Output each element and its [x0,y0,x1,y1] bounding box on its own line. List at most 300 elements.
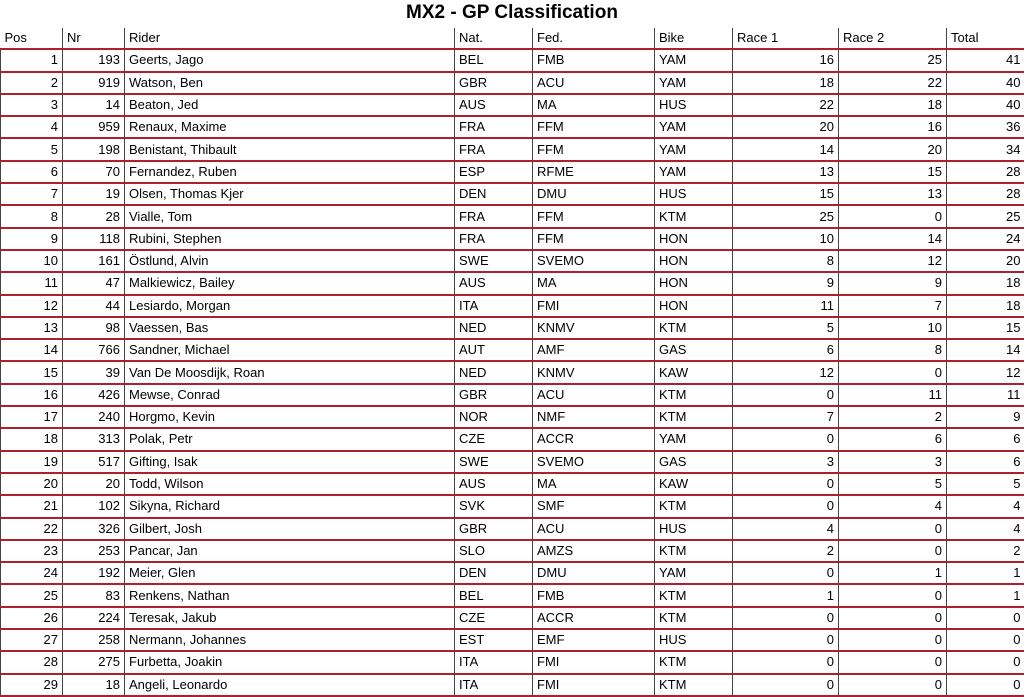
pos-cell: 7 [1,183,63,205]
fed-cell: ACCR [533,428,655,450]
nat-cell: EST [455,629,533,651]
race1-cell: 8 [733,250,839,272]
fed-cell: AMZS [533,540,655,562]
table-row [1,272,1024,294]
nr-cell: 766 [63,339,125,361]
race1-cell: 16 [733,49,839,71]
race1-cell: 0 [733,651,839,673]
total-cell: 4 [947,518,1024,540]
total-cell: 0 [947,674,1024,696]
column-header-rider[interactable]: Rider [125,28,455,49]
rider-cell: Vaessen, Bas [125,317,455,339]
race2-cell: 0 [839,629,947,651]
table-row [1,228,1024,250]
table-row [1,607,1024,629]
table-body [1,49,1024,696]
nr-cell: 83 [63,584,125,606]
total-cell: 24 [947,228,1024,250]
rider-cell: Renaux, Maxime [125,116,455,138]
rider-cell: Geerts, Jago [125,49,455,71]
total-cell: 0 [947,629,1024,651]
total-cell: 40 [947,94,1024,116]
race1-cell: 18 [733,72,839,94]
fed-cell: MA [533,473,655,495]
race1-cell: 22 [733,94,839,116]
total-cell: 20 [947,250,1024,272]
rider-cell: Teresak, Jakub [125,607,455,629]
bike-cell: HON [655,228,733,250]
total-cell: 4 [947,495,1024,517]
race1-cell: 0 [733,495,839,517]
race1-cell: 9 [733,272,839,294]
total-cell: 41 [947,49,1024,71]
total-cell: 28 [947,161,1024,183]
race2-cell: 0 [839,674,947,696]
table-row [1,540,1024,562]
race2-cell: 7 [839,295,947,317]
table-row [1,518,1024,540]
fed-cell: FMI [533,674,655,696]
table-row [1,562,1024,584]
race1-cell: 4 [733,518,839,540]
nr-cell: 224 [63,607,125,629]
race1-cell: 3 [733,451,839,473]
total-cell: 18 [947,272,1024,294]
pos-cell: 1 [1,49,63,71]
rider-cell: Polak, Petr [125,428,455,450]
race1-cell: 13 [733,161,839,183]
race2-cell: 4 [839,495,947,517]
fed-cell: ACU [533,518,655,540]
pos-cell: 22 [1,518,63,540]
bike-cell: KAW [655,361,733,383]
nat-cell: FRA [455,228,533,250]
table-row [1,250,1024,272]
bike-cell: HUS [655,183,733,205]
race1-cell: 0 [733,428,839,450]
race2-cell: 1 [839,562,947,584]
bike-cell: YAM [655,562,733,584]
race1-cell: 11 [733,295,839,317]
race2-cell: 18 [839,94,947,116]
race1-cell: 6 [733,339,839,361]
table-row [1,406,1024,428]
page-title: MX2 - GP Classification [0,0,1024,28]
pos-cell: 15 [1,361,63,383]
bike-cell: KTM [655,205,733,227]
column-header-pos[interactable]: Pos [1,28,63,49]
nr-cell: 240 [63,406,125,428]
total-cell: 11 [947,384,1024,406]
total-cell: 25 [947,205,1024,227]
race2-cell: 25 [839,49,947,71]
pos-cell: 16 [1,384,63,406]
table-row [1,339,1024,361]
race1-cell: 10 [733,228,839,250]
nat-cell: AUT [455,339,533,361]
nr-cell: 118 [63,228,125,250]
pos-cell: 8 [1,205,63,227]
nat-cell: DEN [455,183,533,205]
rider-cell: Todd, Wilson [125,473,455,495]
fed-cell: AMF [533,339,655,361]
total-cell: 2 [947,540,1024,562]
bike-cell: HUS [655,629,733,651]
nat-cell: FRA [455,138,533,160]
pos-cell: 2 [1,72,63,94]
fed-cell: FMI [533,651,655,673]
nr-cell: 161 [63,250,125,272]
pos-cell: 14 [1,339,63,361]
pos-cell: 27 [1,629,63,651]
nat-cell: ESP [455,161,533,183]
total-cell: 40 [947,72,1024,94]
table-row [1,384,1024,406]
bike-cell: YAM [655,116,733,138]
total-cell: 14 [947,339,1024,361]
fed-cell: KNMV [533,361,655,383]
total-cell: 36 [947,116,1024,138]
pos-cell: 26 [1,607,63,629]
fed-cell: ACU [533,384,655,406]
fed-cell: SVEMO [533,451,655,473]
race1-cell: 0 [733,674,839,696]
bike-cell: KTM [655,674,733,696]
nat-cell: GBR [455,72,533,94]
nat-cell: AUS [455,473,533,495]
bike-cell: HON [655,250,733,272]
total-cell: 34 [947,138,1024,160]
table-row [1,629,1024,651]
fed-cell: DMU [533,562,655,584]
table-row [1,205,1024,227]
total-cell: 1 [947,562,1024,584]
rider-cell: Pancar, Jan [125,540,455,562]
column-header-nr[interactable]: Nr [63,28,125,49]
race1-cell: 20 [733,116,839,138]
pos-cell: 17 [1,406,63,428]
fed-cell: EMF [533,629,655,651]
race2-cell: 11 [839,384,947,406]
table-row [1,183,1024,205]
bike-cell: KTM [655,540,733,562]
bike-cell: HON [655,295,733,317]
rider-cell: Olsen, Thomas Kjer [125,183,455,205]
fed-cell: FMB [533,584,655,606]
rider-cell: Watson, Ben [125,72,455,94]
race1-cell: 0 [733,629,839,651]
nr-cell: 102 [63,495,125,517]
bike-cell: HUS [655,94,733,116]
bike-cell: YAM [655,72,733,94]
nat-cell: SWE [455,250,533,272]
total-cell: 6 [947,428,1024,450]
race1-cell: 1 [733,584,839,606]
pos-cell: 13 [1,317,63,339]
nr-cell: 919 [63,72,125,94]
pos-cell: 23 [1,540,63,562]
race2-cell: 0 [839,205,947,227]
total-cell: 0 [947,651,1024,673]
table-row [1,473,1024,495]
nr-cell: 253 [63,540,125,562]
nat-cell: NOR [455,406,533,428]
race2-cell: 12 [839,250,947,272]
race2-cell: 9 [839,272,947,294]
race1-cell: 14 [733,138,839,160]
rider-cell: Mewse, Conrad [125,384,455,406]
pos-cell: 6 [1,161,63,183]
rider-cell: Sikyna, Richard [125,495,455,517]
nr-cell: 275 [63,651,125,673]
nr-cell: 14 [63,94,125,116]
table-row [1,138,1024,160]
fed-cell: MA [533,272,655,294]
bike-cell: YAM [655,428,733,450]
total-cell: 18 [947,295,1024,317]
nat-cell: FRA [455,205,533,227]
nr-cell: 959 [63,116,125,138]
race2-cell: 0 [839,584,947,606]
race2-cell: 3 [839,451,947,473]
rider-cell: Benistant, Thibault [125,138,455,160]
race2-cell: 5 [839,473,947,495]
table-row [1,584,1024,606]
pos-cell: 21 [1,495,63,517]
rider-cell: Vialle, Tom [125,205,455,227]
fed-cell: FFM [533,138,655,160]
nat-cell: AUS [455,94,533,116]
rider-cell: Nermann, Johannes [125,629,455,651]
bike-cell: KTM [655,384,733,406]
rider-cell: Angeli, Leonardo [125,674,455,696]
table-row [1,317,1024,339]
nr-cell: 198 [63,138,125,160]
pos-cell: 3 [1,94,63,116]
total-cell: 15 [947,317,1024,339]
column-header-nat[interactable]: Nat. [455,28,533,49]
fed-cell: FFM [533,116,655,138]
nat-cell: ITA [455,674,533,696]
pos-cell: 5 [1,138,63,160]
race2-cell: 2 [839,406,947,428]
nat-cell: FRA [455,116,533,138]
nr-cell: 326 [63,518,125,540]
race2-cell: 13 [839,183,947,205]
nat-cell: ITA [455,295,533,317]
rider-cell: Gifting, Isak [125,451,455,473]
bike-cell: KTM [655,651,733,673]
race1-cell: 5 [733,317,839,339]
race2-cell: 10 [839,317,947,339]
fed-cell: FFM [533,228,655,250]
table-row [1,451,1024,473]
table-header-row [1,28,1024,49]
nr-cell: 44 [63,295,125,317]
race2-cell: 0 [839,651,947,673]
race2-cell: 0 [839,518,947,540]
pos-cell: 12 [1,295,63,317]
bike-cell: KTM [655,584,733,606]
table-row [1,295,1024,317]
bike-cell: YAM [655,161,733,183]
pos-cell: 10 [1,250,63,272]
pos-cell: 19 [1,451,63,473]
fed-cell: RFME [533,161,655,183]
table-row [1,116,1024,138]
bike-cell: YAM [655,138,733,160]
table-row [1,674,1024,696]
table-row [1,428,1024,450]
fed-cell: SVEMO [533,250,655,272]
race1-cell: 25 [733,205,839,227]
rider-cell: Sandner, Michael [125,339,455,361]
race1-cell: 0 [733,473,839,495]
race2-cell: 0 [839,607,947,629]
race1-cell: 15 [733,183,839,205]
rider-cell: Rubini, Stephen [125,228,455,250]
rider-cell: Östlund, Alvin [125,250,455,272]
fed-cell: FMI [533,295,655,317]
race2-cell: 8 [839,339,947,361]
nat-cell: SWE [455,451,533,473]
race2-cell: 6 [839,428,947,450]
nr-cell: 39 [63,361,125,383]
bike-cell: KTM [655,406,733,428]
rider-cell: Malkiewicz, Bailey [125,272,455,294]
nat-cell: GBR [455,518,533,540]
fed-cell: KNMV [533,317,655,339]
total-cell: 0 [947,607,1024,629]
table-row [1,161,1024,183]
nat-cell: SLO [455,540,533,562]
race1-cell: 12 [733,361,839,383]
race2-cell: 0 [839,540,947,562]
total-cell: 28 [947,183,1024,205]
table-row [1,49,1024,71]
rider-cell: Horgmo, Kevin [125,406,455,428]
nat-cell: DEN [455,562,533,584]
pos-cell: 9 [1,228,63,250]
bike-cell: YAM [655,49,733,71]
column-header-bike[interactable]: Bike [655,28,733,49]
table-row [1,72,1024,94]
race2-cell: 22 [839,72,947,94]
race1-cell: 0 [733,562,839,584]
pos-cell: 20 [1,473,63,495]
fed-cell: DMU [533,183,655,205]
nat-cell: CZE [455,607,533,629]
nr-cell: 20 [63,473,125,495]
bike-cell: HUS [655,518,733,540]
rider-cell: Lesiardo, Morgan [125,295,455,317]
table-row [1,94,1024,116]
fed-cell: ACCR [533,607,655,629]
fed-cell: FMB [533,49,655,71]
bike-cell: KTM [655,607,733,629]
nat-cell: BEL [455,584,533,606]
race1-cell: 2 [733,540,839,562]
nat-cell: CZE [455,428,533,450]
bike-cell: KTM [655,495,733,517]
nr-cell: 47 [63,272,125,294]
race2-cell: 0 [839,361,947,383]
fed-cell: NMF [533,406,655,428]
pos-cell: 4 [1,116,63,138]
nr-cell: 192 [63,562,125,584]
nat-cell: GBR [455,384,533,406]
race2-cell: 14 [839,228,947,250]
nr-cell: 517 [63,451,125,473]
table-row [1,651,1024,673]
nat-cell: AUS [455,272,533,294]
pos-cell: 24 [1,562,63,584]
nat-cell: SVK [455,495,533,517]
nr-cell: 426 [63,384,125,406]
race1-cell: 0 [733,384,839,406]
race1-cell: 0 [733,607,839,629]
bike-cell: HON [655,272,733,294]
total-cell: 9 [947,406,1024,428]
rider-cell: Beaton, Jed [125,94,455,116]
pos-cell: 29 [1,674,63,696]
nat-cell: BEL [455,49,533,71]
nat-cell: NED [455,361,533,383]
nr-cell: 18 [63,674,125,696]
fed-cell: MA [533,94,655,116]
rider-cell: Renkens, Nathan [125,584,455,606]
column-header-race2[interactable]: Race 2 [839,28,947,49]
column-header-fed[interactable]: Fed. [533,28,655,49]
total-cell: 5 [947,473,1024,495]
pos-cell: 18 [1,428,63,450]
bike-cell: GAS [655,339,733,361]
nr-cell: 98 [63,317,125,339]
fed-cell: FFM [533,205,655,227]
rider-cell: Furbetta, Joakin [125,651,455,673]
nat-cell: ITA [455,651,533,673]
bike-cell: KTM [655,317,733,339]
race2-cell: 20 [839,138,947,160]
table-row [1,495,1024,517]
table-row [1,361,1024,383]
nr-cell: 28 [63,205,125,227]
total-cell: 1 [947,584,1024,606]
bike-cell: GAS [655,451,733,473]
race1-cell: 7 [733,406,839,428]
total-cell: 12 [947,361,1024,383]
nr-cell: 313 [63,428,125,450]
fed-cell: SMF [533,495,655,517]
classification-table [0,28,1024,697]
race2-cell: 16 [839,116,947,138]
nr-cell: 70 [63,161,125,183]
nr-cell: 258 [63,629,125,651]
pos-cell: 25 [1,584,63,606]
rider-cell: Meier, Glen [125,562,455,584]
bike-cell: KAW [655,473,733,495]
rider-cell: Van De Moosdijk, Roan [125,361,455,383]
pos-cell: 11 [1,272,63,294]
nr-cell: 193 [63,49,125,71]
column-header-race1[interactable]: Race 1 [733,28,839,49]
total-cell: 6 [947,451,1024,473]
fed-cell: ACU [533,72,655,94]
nat-cell: NED [455,317,533,339]
column-header-total[interactable]: Total [947,28,1024,49]
nr-cell: 19 [63,183,125,205]
rider-cell: Fernandez, Ruben [125,161,455,183]
